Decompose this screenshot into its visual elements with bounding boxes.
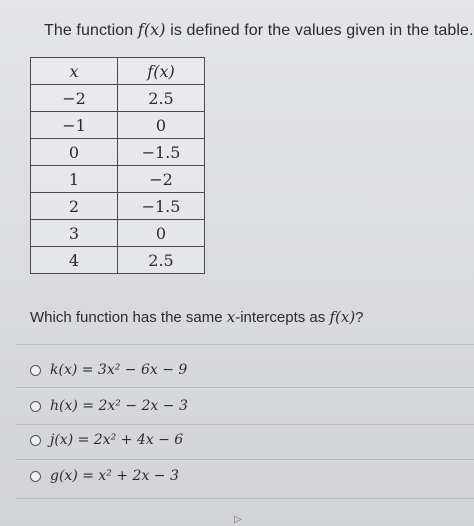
divider bbox=[16, 387, 474, 388]
radio-button[interactable] bbox=[30, 471, 41, 482]
header-x: x bbox=[31, 58, 118, 85]
cell-x: 2 bbox=[31, 193, 118, 220]
cell-x: −1 bbox=[31, 112, 118, 139]
prompt-before: The function bbox=[44, 22, 138, 39]
cell-x: 4 bbox=[31, 247, 118, 274]
header-fx: f(x) bbox=[118, 58, 205, 85]
option-label: j(x) = 2x² + 4x − 6 bbox=[50, 432, 184, 448]
table-row bbox=[31, 247, 205, 274]
question-before: Which function has the same bbox=[30, 309, 227, 326]
question-func: f(x) bbox=[329, 308, 356, 326]
cell-fx: −1.5 bbox=[118, 139, 205, 166]
question-middle: -intercepts as bbox=[235, 309, 330, 326]
prompt-func: f(x) bbox=[137, 20, 166, 39]
table-row bbox=[31, 220, 205, 247]
values-table bbox=[30, 57, 205, 274]
cell-fx: 0 bbox=[118, 112, 205, 139]
cell-x: 3 bbox=[31, 220, 118, 247]
option-label: k(x) = 3x² − 6x − 9 bbox=[50, 362, 188, 378]
prompt-after: is defined for the values given in the table. bbox=[165, 22, 474, 39]
divider bbox=[16, 344, 474, 345]
cell-fx: 0 bbox=[118, 220, 205, 247]
cell-x: 1 bbox=[31, 166, 118, 193]
question-text bbox=[30, 308, 364, 326]
cell-fx: 2.5 bbox=[118, 247, 205, 274]
mouse-cursor-icon: ▷ bbox=[234, 514, 242, 525]
table-row bbox=[31, 85, 205, 112]
table-row bbox=[31, 193, 205, 220]
table-row bbox=[31, 139, 205, 166]
divider bbox=[16, 459, 474, 460]
question-after: ? bbox=[355, 309, 364, 326]
divider bbox=[16, 424, 474, 425]
answer-option-k[interactable] bbox=[30, 362, 187, 378]
radio-button[interactable] bbox=[30, 365, 41, 376]
radio-button[interactable] bbox=[30, 435, 41, 446]
cell-fx: −1.5 bbox=[118, 193, 205, 220]
cell-x: −2 bbox=[31, 85, 118, 112]
answer-option-h[interactable] bbox=[30, 398, 188, 414]
cell-fx: −2 bbox=[118, 166, 205, 193]
radio-button[interactable] bbox=[30, 401, 41, 412]
option-label: g(x) = x² + 2x − 3 bbox=[50, 468, 179, 484]
table-header-row bbox=[31, 58, 205, 85]
cell-fx: 2.5 bbox=[118, 85, 205, 112]
table-row bbox=[31, 112, 205, 139]
option-label: h(x) = 2x² − 2x − 3 bbox=[50, 398, 188, 414]
prompt-text bbox=[44, 20, 474, 40]
answer-option-j[interactable] bbox=[30, 432, 183, 448]
question-var: x bbox=[226, 308, 236, 326]
answer-option-g[interactable] bbox=[30, 468, 179, 484]
cell-x: 0 bbox=[31, 139, 118, 166]
table-row bbox=[31, 166, 205, 193]
divider bbox=[16, 498, 474, 499]
